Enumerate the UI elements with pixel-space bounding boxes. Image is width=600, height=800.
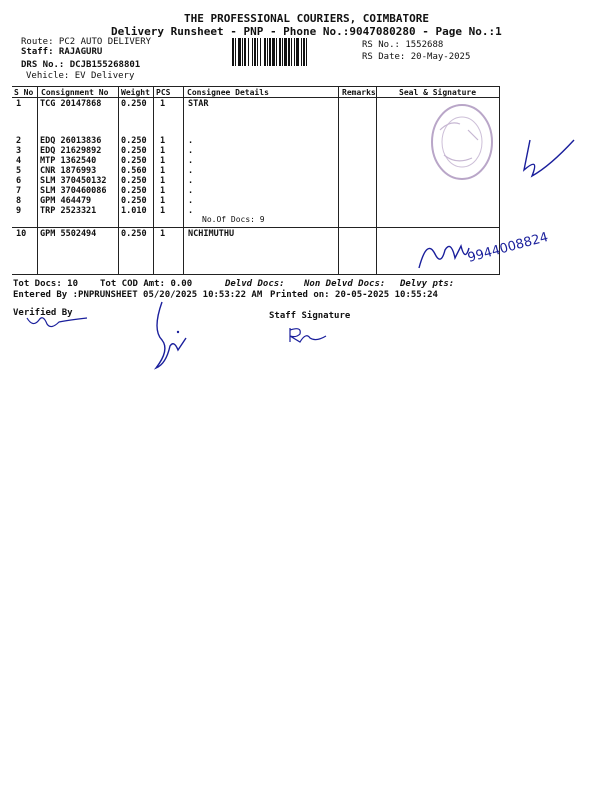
staff-label: Staff: RAJAGURU <box>21 47 103 57</box>
cell-consignee: . <box>188 186 194 196</box>
cell-pcs: 1 <box>160 186 166 196</box>
cell-weight: 0.250 <box>121 229 147 239</box>
table-header-border <box>12 97 500 98</box>
cell-pcs: 1 <box>160 206 166 216</box>
staff-signature-label: Staff Signature <box>269 311 351 321</box>
cell-weight: 0.250 <box>121 136 147 146</box>
table-top-border <box>12 86 500 87</box>
tot-docs: Tot Docs: 10 <box>13 279 79 289</box>
barcode <box>232 38 358 66</box>
cell-sno: 1 <box>16 99 22 109</box>
vehicle-label: Vehicle: EV Delivery <box>26 71 135 81</box>
cell-consignment: TCG 20147868 <box>40 99 102 109</box>
cell-sno: 6 <box>16 176 22 186</box>
cell-consignment: GPM 5502494 <box>40 229 97 239</box>
cell-consignment: CNR 1876993 <box>40 166 97 176</box>
cell-consignee: . <box>188 196 194 206</box>
col-header-pcs: PCS <box>156 88 171 97</box>
cell-pcs: 1 <box>160 176 166 186</box>
cell-pcs: 1 <box>160 166 166 176</box>
cell-consignee: STAR <box>188 99 209 109</box>
no-of-docs: No.Of Docs: 9 <box>202 215 265 224</box>
col-divider <box>118 86 119 274</box>
verified-by-label: Verified By <box>13 308 73 318</box>
route-label: Route: PC2 AUTO DELIVERY <box>21 37 152 47</box>
cell-weight: 0.250 <box>121 176 147 186</box>
non-delvd-docs: Non Delvd Docs: <box>304 279 386 289</box>
cell-consignment: EDQ 21629892 <box>40 146 102 156</box>
col-divider <box>183 86 184 274</box>
col-divider <box>37 86 38 274</box>
cell-pcs: 1 <box>160 229 166 239</box>
cell-pcs: 1 <box>160 196 166 206</box>
cell-consignee: . <box>188 166 194 176</box>
cell-weight: 0.250 <box>121 99 147 109</box>
officer-signature <box>148 300 193 375</box>
tot-cod-amt: Tot COD Amt: 0.00 <box>100 279 193 289</box>
cell-consignee: . <box>188 156 194 166</box>
cell-sno: 9 <box>16 206 22 216</box>
rs-date: RS Date: 20-May-2025 <box>362 52 471 62</box>
col-header-consignee: Consignee Details <box>187 88 269 97</box>
col-divider <box>376 86 377 274</box>
cell-consignee: . <box>188 176 194 186</box>
cell-consignment: GPM 464479 <box>40 196 92 206</box>
col-header-weight: Weight <box>121 88 150 97</box>
receiver-phone-handwritten: 9944008824 <box>466 229 550 266</box>
verified-by-signature <box>25 310 95 335</box>
cell-consignee: . <box>188 206 194 216</box>
delvd-docs: Delvd Docs: <box>225 279 285 289</box>
runsheet-title: Delivery Runsheet - PNP - Phone No.:9047080280 - Page No.:1 <box>111 25 502 38</box>
cell-weight: 0.250 <box>121 156 147 166</box>
receiver-signature <box>415 228 565 273</box>
cell-consignee: . <box>188 146 194 156</box>
cell-consignment: EDQ 26013836 <box>40 136 102 146</box>
cell-sno: 7 <box>16 186 22 196</box>
cell-weight: 0.250 <box>121 186 147 196</box>
cell-pcs: 1 <box>160 99 166 109</box>
delvy-pts: Delvy pts: <box>400 279 455 289</box>
company-name: THE PROFESSIONAL COURIERS, COIMBATORE <box>184 12 430 25</box>
col-header-sno: S No <box>14 88 34 97</box>
cell-weight: 1.010 <box>121 206 147 216</box>
entered-by: Entered By :PNPRUNSHEET 05/20/2025 10:53:22 AM <box>13 290 263 300</box>
cell-consignee: . <box>188 136 194 146</box>
rs-number: RS No.: 1552688 <box>362 40 444 50</box>
cell-sno: 4 <box>16 156 22 166</box>
col-divider <box>153 86 154 274</box>
cell-sno: 2 <box>16 136 22 146</box>
cell-weight: 0.250 <box>121 146 147 156</box>
staff-signature <box>286 324 336 346</box>
cell-weight: 0.560 <box>121 166 147 176</box>
cell-pcs: 1 <box>160 136 166 146</box>
cell-sno: 5 <box>16 166 22 176</box>
drs-number: DRS No.: DCJB155268801 <box>21 60 141 70</box>
cell-consignment: SLM 370450132 <box>40 176 107 186</box>
printed-on: Printed on: 20-05-2025 10:55:24 <box>270 290 438 300</box>
col-header-consignment: Consignment No <box>41 88 109 97</box>
table-bottom-border <box>12 274 500 275</box>
cell-weight: 0.250 <box>121 196 147 206</box>
company-seal-stamp <box>420 100 580 210</box>
cell-sno: 10 <box>16 229 27 239</box>
cell-sno: 3 <box>16 146 22 156</box>
cell-pcs: 1 <box>160 156 166 166</box>
cell-consignment: MTP 1362540 <box>40 156 97 166</box>
cell-consignment: TRP 2523321 <box>40 206 97 216</box>
cell-consignment: SLM 370460086 <box>40 186 107 196</box>
col-divider <box>338 86 339 274</box>
col-header-remarks: Remarks <box>342 88 376 97</box>
cell-consignee: NCHIMUTHU <box>188 229 235 239</box>
cell-pcs: 1 <box>160 146 166 156</box>
cell-sno: 8 <box>16 196 22 206</box>
col-header-seal: Seal & Signature <box>399 88 477 97</box>
